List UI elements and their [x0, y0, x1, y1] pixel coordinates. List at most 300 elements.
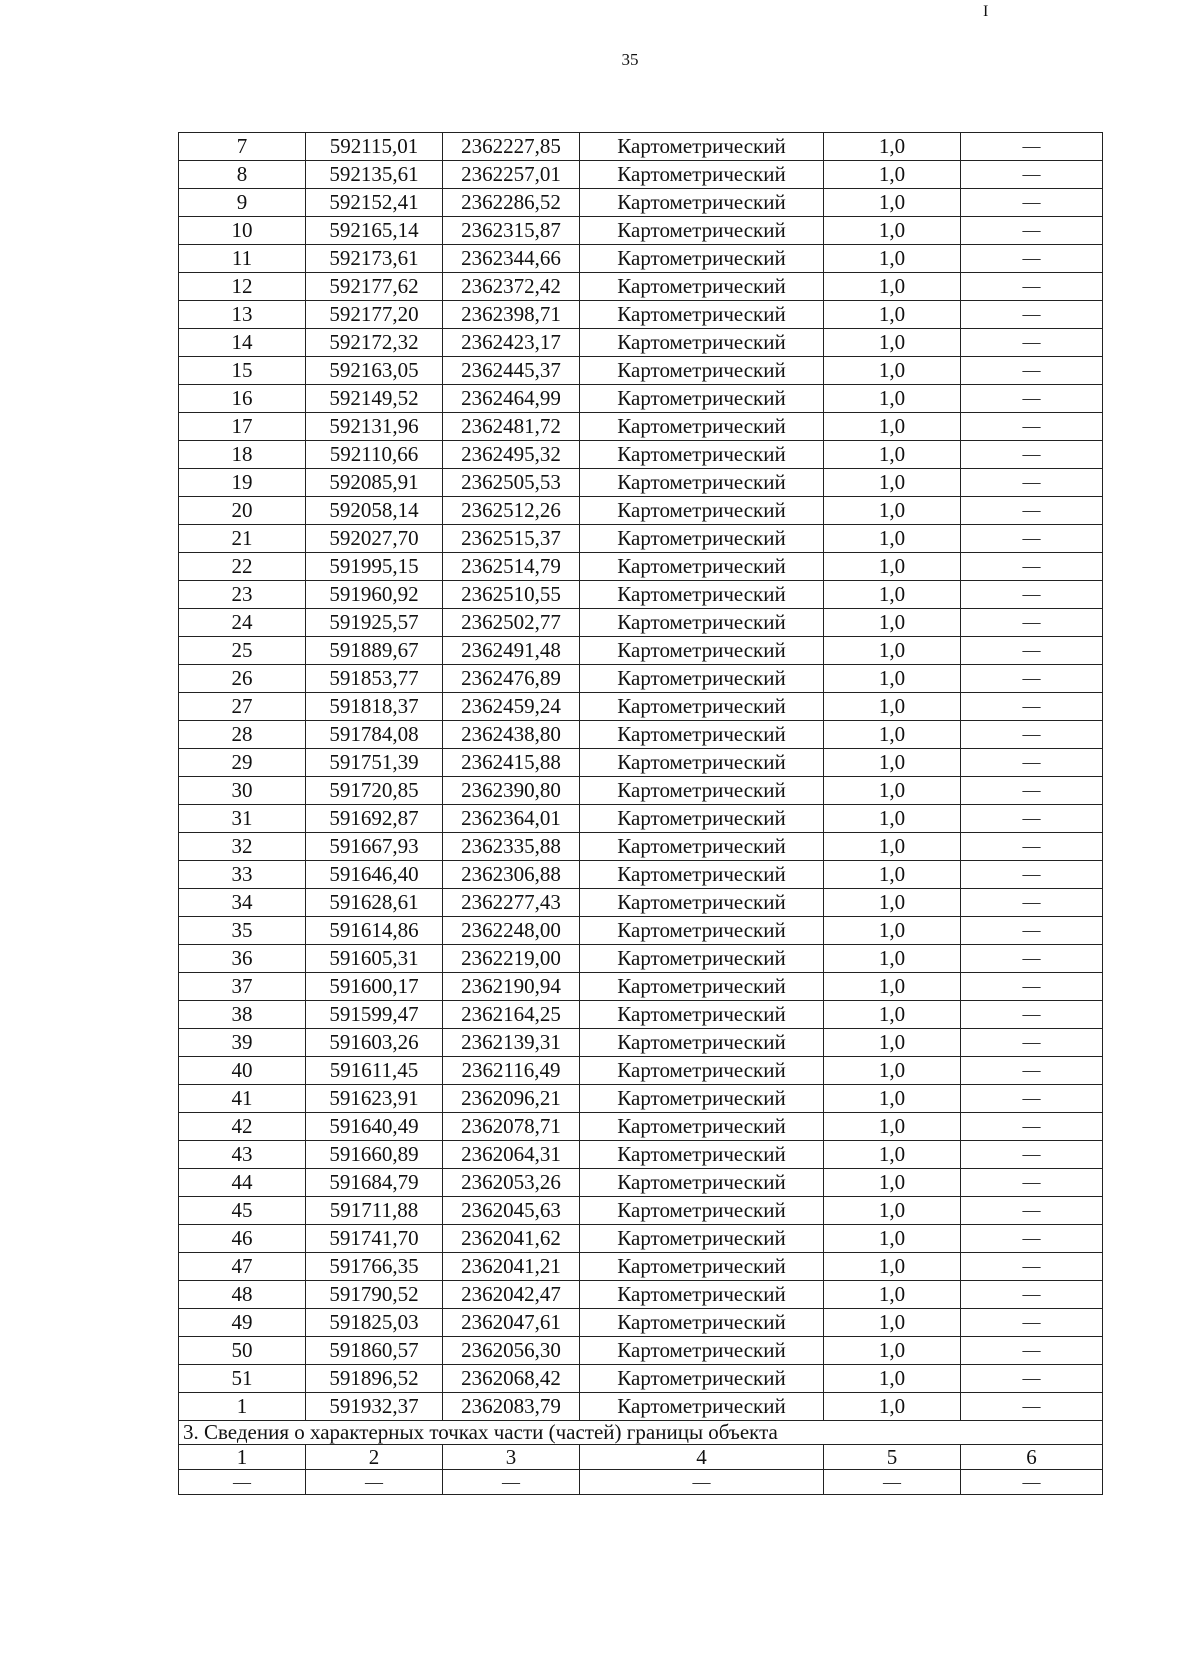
- table-row: [179, 721, 1103, 749]
- y-coordinate-cell: 2362164,25: [443, 1001, 580, 1029]
- y-coordinate-cell: 2362372,42: [443, 273, 580, 301]
- method-cell: Картометрический: [580, 357, 824, 385]
- note-cell: —: [961, 777, 1103, 805]
- table-row: [179, 805, 1103, 833]
- table-row: [179, 1225, 1103, 1253]
- y-coordinate-cell: 2362064,31: [443, 1141, 580, 1169]
- accuracy-cell: 1,0: [824, 1029, 961, 1057]
- point-number-cell: 43: [179, 1141, 306, 1169]
- y-coordinate-cell: 2362041,21: [443, 1253, 580, 1281]
- x-coordinate-cell: 591860,57: [306, 1337, 443, 1365]
- point-number-cell: 21: [179, 525, 306, 553]
- accuracy-cell: 1,0: [824, 1365, 961, 1393]
- accuracy-cell: 1,0: [824, 945, 961, 973]
- method-cell: Картометрический: [580, 1197, 824, 1225]
- method-cell: Картометрический: [580, 245, 824, 273]
- x-coordinate-cell: 591603,26: [306, 1029, 443, 1057]
- point-number-cell: 32: [179, 833, 306, 861]
- method-cell: Картометрический: [580, 693, 824, 721]
- y-coordinate-cell: 2362257,01: [443, 161, 580, 189]
- method-cell: Картометрический: [580, 861, 824, 889]
- point-number-cell: 7: [179, 133, 306, 161]
- method-cell: Картометрический: [580, 1309, 824, 1337]
- column-number: 5: [824, 1445, 961, 1470]
- accuracy-cell: 1,0: [824, 553, 961, 581]
- note-cell: —: [961, 833, 1103, 861]
- method-cell: Картометрический: [580, 889, 824, 917]
- x-coordinate-cell: 591995,15: [306, 553, 443, 581]
- table-row: [179, 413, 1103, 441]
- point-number-cell: 48: [179, 1281, 306, 1309]
- point-number-cell: 36: [179, 945, 306, 973]
- point-number-cell: 38: [179, 1001, 306, 1029]
- point-number-cell: 13: [179, 301, 306, 329]
- accuracy-cell: 1,0: [824, 1225, 961, 1253]
- column-number: 2: [306, 1445, 443, 1470]
- method-cell: Картометрический: [580, 1225, 824, 1253]
- y-coordinate-cell: 2362481,72: [443, 413, 580, 441]
- note-cell: —: [961, 497, 1103, 525]
- method-cell: Картометрический: [580, 1281, 824, 1309]
- method-cell: Картометрический: [580, 1169, 824, 1197]
- table-row: [179, 1253, 1103, 1281]
- point-number-cell: 1: [179, 1393, 306, 1421]
- point-number-cell: 44: [179, 1169, 306, 1197]
- method-cell: Картометрический: [580, 497, 824, 525]
- y-coordinate-cell: 2362491,48: [443, 637, 580, 665]
- note-cell: —: [961, 245, 1103, 273]
- empty-cell: —: [306, 1470, 443, 1495]
- x-coordinate-cell: 591896,52: [306, 1365, 443, 1393]
- method-cell: Картометрический: [580, 973, 824, 1001]
- y-coordinate-cell: 2362423,17: [443, 329, 580, 357]
- accuracy-cell: 1,0: [824, 861, 961, 889]
- x-coordinate-cell: 591889,67: [306, 637, 443, 665]
- table-row: [179, 1281, 1103, 1309]
- method-cell: Картометрический: [580, 385, 824, 413]
- method-cell: Картометрический: [580, 1337, 824, 1365]
- point-number-cell: 47: [179, 1253, 306, 1281]
- table-row: [179, 581, 1103, 609]
- x-coordinate-cell: 591853,77: [306, 665, 443, 693]
- y-coordinate-cell: 2362277,43: [443, 889, 580, 917]
- point-number-cell: 29: [179, 749, 306, 777]
- x-coordinate-cell: 591818,37: [306, 693, 443, 721]
- note-cell: —: [961, 693, 1103, 721]
- accuracy-cell: 1,0: [824, 469, 961, 497]
- accuracy-cell: 1,0: [824, 721, 961, 749]
- empty-cell: —: [179, 1470, 306, 1495]
- accuracy-cell: 1,0: [824, 133, 961, 161]
- point-number-cell: 31: [179, 805, 306, 833]
- note-cell: —: [961, 1225, 1103, 1253]
- section3-block: [179, 1421, 1103, 1495]
- x-coordinate-cell: 591741,70: [306, 1225, 443, 1253]
- accuracy-cell: 1,0: [824, 413, 961, 441]
- note-cell: —: [961, 301, 1103, 329]
- table-row: [179, 469, 1103, 497]
- point-number-cell: 50: [179, 1337, 306, 1365]
- x-coordinate-cell: 591667,93: [306, 833, 443, 861]
- y-coordinate-cell: 2362047,61: [443, 1309, 580, 1337]
- method-cell: Картометрический: [580, 1141, 824, 1169]
- accuracy-cell: 1,0: [824, 665, 961, 693]
- x-coordinate-cell: 591611,45: [306, 1057, 443, 1085]
- method-cell: Картометрический: [580, 525, 824, 553]
- empty-cell: —: [961, 1470, 1103, 1495]
- x-coordinate-cell: 592165,14: [306, 217, 443, 245]
- x-coordinate-cell: 592173,61: [306, 245, 443, 273]
- note-cell: —: [961, 1253, 1103, 1281]
- column-number: 6: [961, 1445, 1103, 1470]
- method-cell: Картометрический: [580, 917, 824, 945]
- method-cell: Картометрический: [580, 721, 824, 749]
- table-row: [179, 553, 1103, 581]
- section3-column-numbers-row: [179, 1445, 1103, 1470]
- method-cell: Картометрический: [580, 273, 824, 301]
- x-coordinate-cell: 591640,49: [306, 1113, 443, 1141]
- accuracy-cell: 1,0: [824, 1337, 961, 1365]
- method-cell: Картометрический: [580, 581, 824, 609]
- method-cell: Картометрический: [580, 301, 824, 329]
- y-coordinate-cell: 2362514,79: [443, 553, 580, 581]
- point-number-cell: 30: [179, 777, 306, 805]
- accuracy-cell: 1,0: [824, 161, 961, 189]
- accuracy-cell: 1,0: [824, 637, 961, 665]
- point-number-cell: 20: [179, 497, 306, 525]
- method-cell: Картометрический: [580, 469, 824, 497]
- y-coordinate-cell: 2362219,00: [443, 945, 580, 973]
- y-coordinate-cell: 2362227,85: [443, 133, 580, 161]
- note-cell: —: [961, 609, 1103, 637]
- accuracy-cell: 1,0: [824, 917, 961, 945]
- note-cell: —: [961, 1393, 1103, 1421]
- note-cell: —: [961, 749, 1103, 777]
- y-coordinate-cell: 2362190,94: [443, 973, 580, 1001]
- y-coordinate-cell: 2362078,71: [443, 1113, 580, 1141]
- table-row: [179, 665, 1103, 693]
- method-cell: Картометрический: [580, 161, 824, 189]
- accuracy-cell: 1,0: [824, 1197, 961, 1225]
- note-cell: —: [961, 1365, 1103, 1393]
- method-cell: Картометрический: [580, 189, 824, 217]
- column-number: 3: [443, 1445, 580, 1470]
- table-row: [179, 637, 1103, 665]
- accuracy-cell: 1,0: [824, 1253, 961, 1281]
- accuracy-cell: 1,0: [824, 329, 961, 357]
- y-coordinate-cell: 2362502,77: [443, 609, 580, 637]
- y-coordinate-cell: 2362510,55: [443, 581, 580, 609]
- accuracy-cell: 1,0: [824, 273, 961, 301]
- x-coordinate-cell: 591825,03: [306, 1309, 443, 1337]
- table-row: [179, 693, 1103, 721]
- y-coordinate-cell: 2362464,99: [443, 385, 580, 413]
- accuracy-cell: 1,0: [824, 973, 961, 1001]
- table-row: [179, 273, 1103, 301]
- note-cell: —: [961, 329, 1103, 357]
- note-cell: —: [961, 553, 1103, 581]
- table-row: [179, 1365, 1103, 1393]
- x-coordinate-cell: 592110,66: [306, 441, 443, 469]
- note-cell: —: [961, 385, 1103, 413]
- point-number-cell: 24: [179, 609, 306, 637]
- x-coordinate-cell: 592177,20: [306, 301, 443, 329]
- note-cell: —: [961, 861, 1103, 889]
- accuracy-cell: 1,0: [824, 581, 961, 609]
- point-number-cell: 41: [179, 1085, 306, 1113]
- note-cell: —: [961, 945, 1103, 973]
- empty-cell: —: [443, 1470, 580, 1495]
- note-cell: —: [961, 357, 1103, 385]
- note-cell: —: [961, 1057, 1103, 1085]
- accuracy-cell: 1,0: [824, 609, 961, 637]
- point-number-cell: 28: [179, 721, 306, 749]
- point-number-cell: 40: [179, 1057, 306, 1085]
- section3-heading-row: [179, 1421, 1103, 1445]
- point-number-cell: 25: [179, 637, 306, 665]
- table-row: [179, 189, 1103, 217]
- y-coordinate-cell: 2362042,47: [443, 1281, 580, 1309]
- note-cell: —: [961, 665, 1103, 693]
- note-cell: —: [961, 805, 1103, 833]
- table-row: [179, 1169, 1103, 1197]
- point-number-cell: 19: [179, 469, 306, 497]
- x-coordinate-cell: 592152,41: [306, 189, 443, 217]
- column-number: 1: [179, 1445, 306, 1470]
- note-cell: —: [961, 889, 1103, 917]
- accuracy-cell: 1,0: [824, 525, 961, 553]
- accuracy-cell: 1,0: [824, 441, 961, 469]
- note-cell: —: [961, 525, 1103, 553]
- note-cell: —: [961, 917, 1103, 945]
- table-row: [179, 777, 1103, 805]
- x-coordinate-cell: 591925,57: [306, 609, 443, 637]
- point-number-cell: 39: [179, 1029, 306, 1057]
- method-cell: Картометрический: [580, 1085, 824, 1113]
- method-cell: Картометрический: [580, 609, 824, 637]
- accuracy-cell: 1,0: [824, 245, 961, 273]
- accuracy-cell: 1,0: [824, 1057, 961, 1085]
- x-coordinate-cell: 591623,91: [306, 1085, 443, 1113]
- table-row: [179, 1001, 1103, 1029]
- accuracy-cell: 1,0: [824, 1281, 961, 1309]
- x-coordinate-cell: 592027,70: [306, 525, 443, 553]
- table-row: [179, 609, 1103, 637]
- note-cell: —: [961, 581, 1103, 609]
- y-coordinate-cell: 2362476,89: [443, 665, 580, 693]
- point-number-cell: 8: [179, 161, 306, 189]
- table-row: [179, 161, 1103, 189]
- x-coordinate-cell: 592131,96: [306, 413, 443, 441]
- point-number-cell: 45: [179, 1197, 306, 1225]
- table-row: [179, 217, 1103, 245]
- accuracy-cell: 1,0: [824, 1393, 961, 1421]
- note-cell: —: [961, 1141, 1103, 1169]
- point-number-cell: 37: [179, 973, 306, 1001]
- method-cell: Картометрический: [580, 777, 824, 805]
- table-row: [179, 357, 1103, 385]
- note-cell: —: [961, 441, 1103, 469]
- table-row: [179, 133, 1103, 161]
- note-cell: —: [961, 133, 1103, 161]
- x-coordinate-cell: 591720,85: [306, 777, 443, 805]
- y-coordinate-cell: 2362083,79: [443, 1393, 580, 1421]
- table-row: [179, 1337, 1103, 1365]
- x-coordinate-cell: 592163,05: [306, 357, 443, 385]
- y-coordinate-cell: 2362445,37: [443, 357, 580, 385]
- note-cell: —: [961, 721, 1103, 749]
- note-cell: —: [961, 1337, 1103, 1365]
- x-coordinate-cell: 591932,37: [306, 1393, 443, 1421]
- method-cell: Картометрический: [580, 1057, 824, 1085]
- table-row: [179, 385, 1103, 413]
- x-coordinate-cell: 591684,79: [306, 1169, 443, 1197]
- point-number-cell: 26: [179, 665, 306, 693]
- y-coordinate-cell: 2362495,32: [443, 441, 580, 469]
- method-cell: Картометрический: [580, 1253, 824, 1281]
- table-row: [179, 861, 1103, 889]
- accuracy-cell: 1,0: [824, 189, 961, 217]
- x-coordinate-cell: 591614,86: [306, 917, 443, 945]
- accuracy-cell: 1,0: [824, 1141, 961, 1169]
- accuracy-cell: 1,0: [824, 833, 961, 861]
- note-cell: —: [961, 273, 1103, 301]
- y-coordinate-cell: 2362315,87: [443, 217, 580, 245]
- method-cell: Картометрический: [580, 945, 824, 973]
- point-number-cell: 12: [179, 273, 306, 301]
- x-coordinate-cell: 591751,39: [306, 749, 443, 777]
- point-number-cell: 27: [179, 693, 306, 721]
- table-row: [179, 749, 1103, 777]
- y-coordinate-cell: 2362364,01: [443, 805, 580, 833]
- table-row: [179, 833, 1103, 861]
- point-number-cell: 15: [179, 357, 306, 385]
- y-coordinate-cell: 2362139,31: [443, 1029, 580, 1057]
- y-coordinate-cell: 2362041,62: [443, 1225, 580, 1253]
- section3-empty-row: [179, 1470, 1103, 1495]
- x-coordinate-cell: 592085,91: [306, 469, 443, 497]
- boundary-points-body: [179, 133, 1103, 1421]
- point-number-cell: 17: [179, 413, 306, 441]
- x-coordinate-cell: 592058,14: [306, 497, 443, 525]
- table-row: [179, 945, 1103, 973]
- y-coordinate-cell: 2362045,63: [443, 1197, 580, 1225]
- x-coordinate-cell: 591766,35: [306, 1253, 443, 1281]
- empty-cell: —: [824, 1470, 961, 1495]
- method-cell: Картометрический: [580, 441, 824, 469]
- accuracy-cell: 1,0: [824, 889, 961, 917]
- method-cell: Картометрический: [580, 133, 824, 161]
- y-coordinate-cell: 2362116,49: [443, 1057, 580, 1085]
- x-coordinate-cell: 591646,40: [306, 861, 443, 889]
- x-coordinate-cell: 591790,52: [306, 1281, 443, 1309]
- accuracy-cell: 1,0: [824, 1309, 961, 1337]
- note-cell: —: [961, 1281, 1103, 1309]
- table-row: [179, 301, 1103, 329]
- x-coordinate-cell: 592135,61: [306, 161, 443, 189]
- x-coordinate-cell: 591628,61: [306, 889, 443, 917]
- accuracy-cell: 1,0: [824, 693, 961, 721]
- method-cell: Картометрический: [580, 749, 824, 777]
- accuracy-cell: 1,0: [824, 777, 961, 805]
- column-number: 4: [580, 1445, 824, 1470]
- table-row: [179, 245, 1103, 273]
- note-cell: —: [961, 161, 1103, 189]
- table-row: [179, 973, 1103, 1001]
- table-row: [179, 1309, 1103, 1337]
- point-number-cell: 33: [179, 861, 306, 889]
- x-coordinate-cell: 591600,17: [306, 973, 443, 1001]
- point-number-cell: 42: [179, 1113, 306, 1141]
- table-row: [179, 441, 1103, 469]
- table-row: [179, 1057, 1103, 1085]
- table-row: [179, 1197, 1103, 1225]
- table-row: [179, 1141, 1103, 1169]
- method-cell: Картометрический: [580, 1365, 824, 1393]
- table-row: [179, 1029, 1103, 1057]
- y-coordinate-cell: 2362286,52: [443, 189, 580, 217]
- y-coordinate-cell: 2362515,37: [443, 525, 580, 553]
- table-row: [179, 1393, 1103, 1421]
- y-coordinate-cell: 2362344,66: [443, 245, 580, 273]
- point-number-cell: 23: [179, 581, 306, 609]
- note-cell: —: [961, 1197, 1103, 1225]
- table-row: [179, 329, 1103, 357]
- note-cell: —: [961, 1113, 1103, 1141]
- method-cell: Картометрический: [580, 1393, 824, 1421]
- y-coordinate-cell: 2362335,88: [443, 833, 580, 861]
- note-cell: —: [961, 1029, 1103, 1057]
- x-coordinate-cell: 591784,08: [306, 721, 443, 749]
- note-cell: —: [961, 1001, 1103, 1029]
- y-coordinate-cell: 2362438,80: [443, 721, 580, 749]
- page-number: 35: [621, 50, 639, 69]
- x-coordinate-cell: 592149,52: [306, 385, 443, 413]
- method-cell: Картометрический: [580, 833, 824, 861]
- y-coordinate-cell: 2362056,30: [443, 1337, 580, 1365]
- y-coordinate-cell: 2362505,53: [443, 469, 580, 497]
- point-number-cell: 51: [179, 1365, 306, 1393]
- x-coordinate-cell: 592115,01: [306, 133, 443, 161]
- accuracy-cell: 1,0: [824, 357, 961, 385]
- point-number-cell: 16: [179, 385, 306, 413]
- x-coordinate-cell: 591960,92: [306, 581, 443, 609]
- page-top-mark: I: [983, 3, 989, 20]
- y-coordinate-cell: 2362096,21: [443, 1085, 580, 1113]
- point-number-cell: 34: [179, 889, 306, 917]
- point-number-cell: 11: [179, 245, 306, 273]
- method-cell: Картометрический: [580, 217, 824, 245]
- point-number-cell: 14: [179, 329, 306, 357]
- section3-heading: 3. Сведения о характерных точках части (частей) границы объекта: [179, 1421, 1103, 1445]
- accuracy-cell: 1,0: [824, 749, 961, 777]
- note-cell: —: [961, 469, 1103, 497]
- note-cell: —: [961, 1169, 1103, 1197]
- table-row: [179, 1085, 1103, 1113]
- point-number-cell: 9: [179, 189, 306, 217]
- x-coordinate-cell: 592172,32: [306, 329, 443, 357]
- y-coordinate-cell: 2362398,71: [443, 301, 580, 329]
- x-coordinate-cell: 591692,87: [306, 805, 443, 833]
- boundary-points-table: [178, 132, 1103, 1495]
- table-row: [179, 917, 1103, 945]
- point-number-cell: 22: [179, 553, 306, 581]
- accuracy-cell: 1,0: [824, 1085, 961, 1113]
- table-row: [179, 497, 1103, 525]
- note-cell: —: [961, 1309, 1103, 1337]
- accuracy-cell: 1,0: [824, 1113, 961, 1141]
- accuracy-cell: 1,0: [824, 805, 961, 833]
